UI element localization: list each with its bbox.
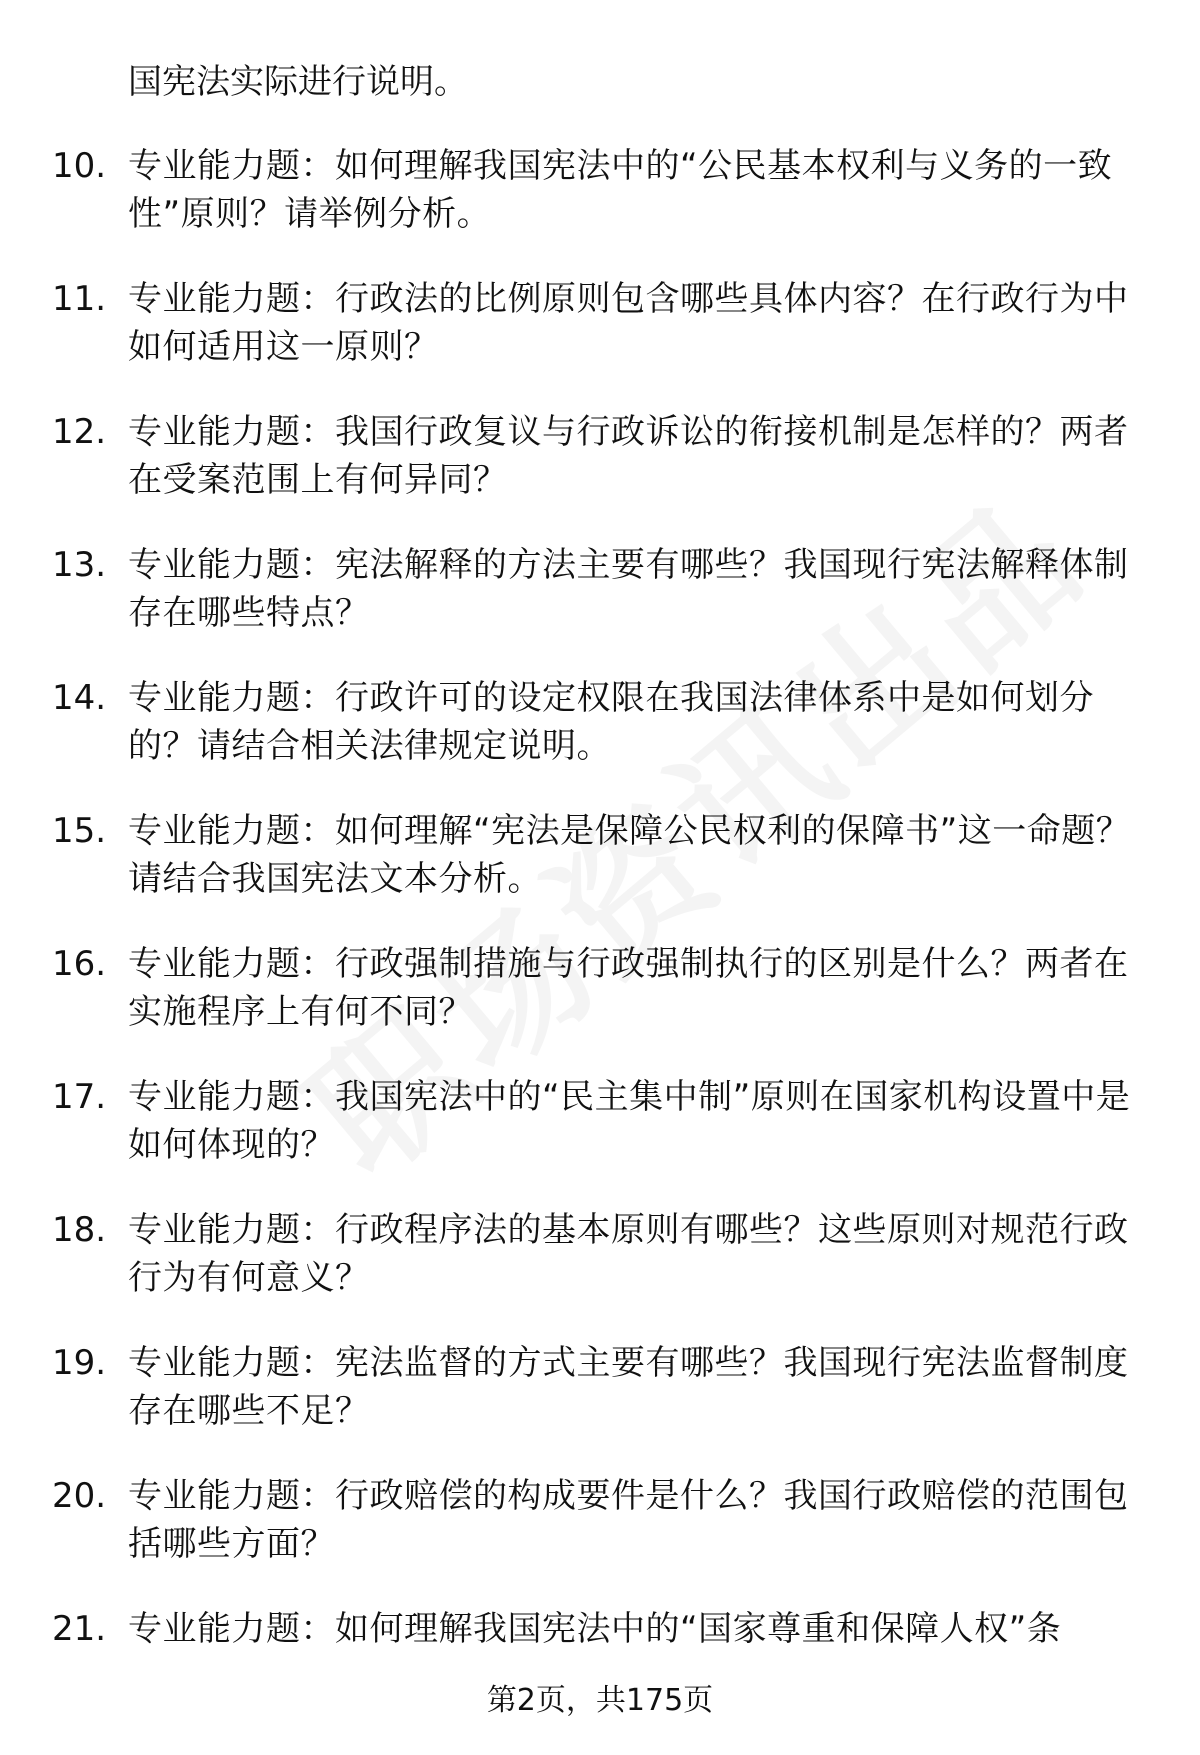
- question-number: 17.: [52, 1077, 107, 1117]
- question-text: 专业能力题：宪法解释的方法主要有哪些？我国现行宪法解释体制存在哪些特点？: [128, 545, 1129, 633]
- question-text: 专业能力题：行政程序法的基本原则有哪些？这些原则对规范行政行为有何意义？: [128, 1210, 1129, 1298]
- question-text: 专业能力题：如何理解我国宪法中的“公民基本权利与义务的一致性”原则？请举例分析。: [128, 146, 1113, 234]
- question-number: 18.: [52, 1210, 107, 1250]
- question-item: [0, 1472, 1200, 1605]
- question-list: [0, 142, 1200, 1738]
- question-text: 专业能力题：如何理解“宪法是保障公民权利的保障书”这一命题？请结合我国宪法文本分析。: [128, 811, 1131, 899]
- question-item: [0, 674, 1200, 807]
- question-item: [0, 142, 1200, 275]
- question-text: 专业能力题：我国宪法中的“民主集中制”原则在国家机构设置中是如何体现的？: [128, 1077, 1131, 1165]
- question-number: 10.: [52, 146, 107, 186]
- question-number: 11.: [52, 279, 107, 319]
- question-text: 专业能力题：行政强制措施与行政强制执行的区别是什么？两者在实施程序上有何不同？: [128, 944, 1129, 1032]
- question-number: 13.: [52, 545, 107, 585]
- question-item: [0, 541, 1200, 674]
- question-item: [0, 1073, 1200, 1206]
- question-text: 专业能力题：行政法的比例原则包含哪些具体内容？在行政行为中如何适用这一原则？: [128, 279, 1129, 367]
- question-text: 专业能力题：我国行政复议与行政诉讼的衔接机制是怎样的？两者在受案范围上有何异同？: [128, 412, 1129, 500]
- question-number: 21.: [52, 1609, 107, 1649]
- question-number: 16.: [52, 944, 107, 984]
- question-text: 专业能力题：行政许可的设定权限在我国法律体系中是如何划分的？请结合相关法律规定说明。: [128, 678, 1094, 766]
- question-item: [0, 940, 1200, 1073]
- question-number: 15.: [52, 811, 107, 851]
- question-item: [0, 1339, 1200, 1472]
- question-item: [0, 275, 1200, 408]
- question-item: [0, 1206, 1200, 1339]
- page-footer: 第2页，共175页: [486, 1683, 714, 1718]
- question-number: 14.: [52, 678, 107, 718]
- question-number: 19.: [52, 1343, 107, 1383]
- continuation-text: 国宪法实际进行说明。: [128, 62, 468, 102]
- question-text: 专业能力题：如何理解我国宪法中的“国家尊重和保障人权”条: [128, 1609, 1062, 1649]
- question-text: 专业能力题：行政赔偿的构成要件是什么？我国行政赔偿的范围包括哪些方面？: [128, 1476, 1129, 1564]
- question-text: 专业能力题：宪法监督的方式主要有哪些？我国现行宪法监督制度存在哪些不足？: [128, 1343, 1129, 1431]
- question-number: 12.: [52, 412, 107, 452]
- question-number: 20.: [52, 1476, 107, 1516]
- question-item: [0, 807, 1200, 940]
- question-item: [0, 408, 1200, 541]
